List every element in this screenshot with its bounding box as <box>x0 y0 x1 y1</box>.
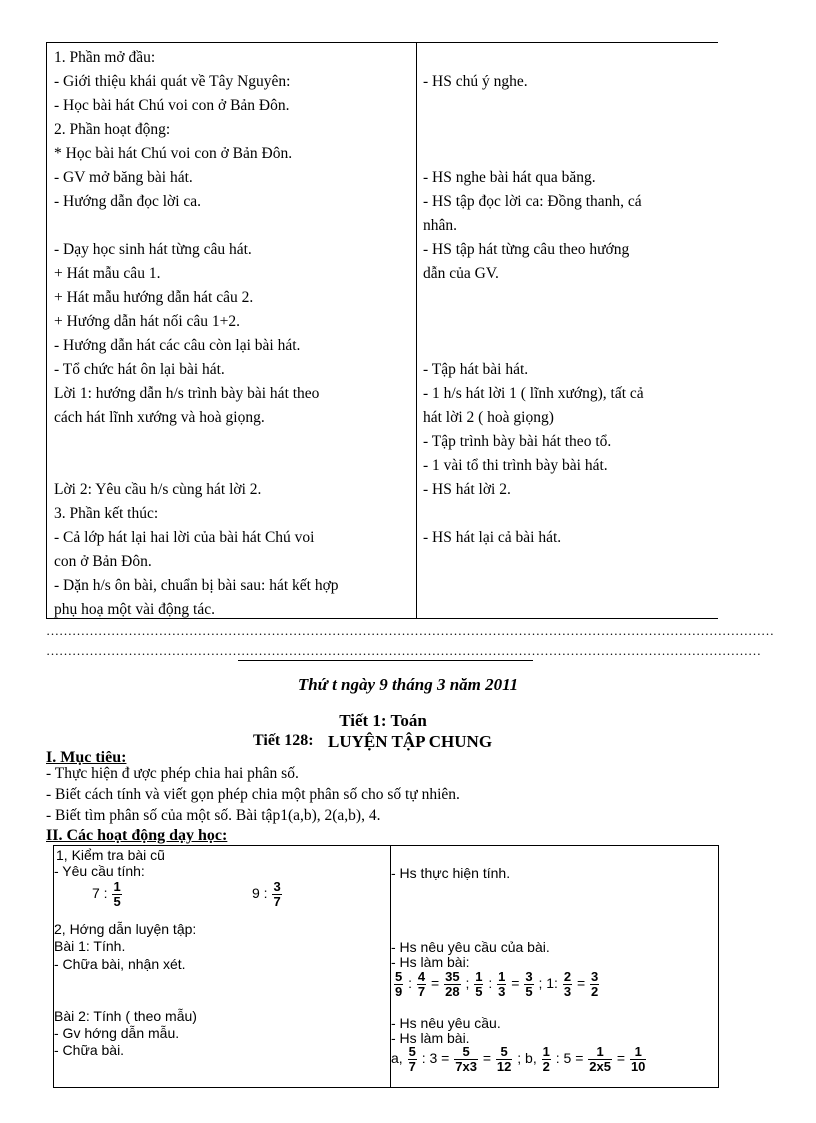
table-line: 1. Phần mở đầu: <box>54 49 156 66</box>
table-left-border <box>46 42 47 619</box>
denominator: 12 <box>496 1059 512 1074</box>
table-line <box>423 286 713 310</box>
denominator: 7 <box>408 1059 416 1074</box>
expr-text: 9 : <box>252 885 268 902</box>
fraction <box>497 970 506 999</box>
activities-heading: II. Các hoạt động dạy học: <box>46 827 228 844</box>
denominator: 2 <box>591 984 599 999</box>
activity-table-music <box>46 42 718 618</box>
numerator: 5 <box>408 1044 416 1059</box>
student-activities-column <box>423 46 713 550</box>
fraction <box>408 1045 417 1074</box>
fraction <box>563 970 572 999</box>
table-line <box>423 334 713 358</box>
bai1-results <box>393 970 600 999</box>
table-line: - HS tập đọc lời ca: Đồng thanh, cá <box>423 193 642 210</box>
denominator: 10 <box>630 1059 646 1074</box>
table-line: Bài 2: Tính ( theo mẫu) <box>54 1008 197 1024</box>
label: a, <box>391 1050 403 1067</box>
objective-item: - Biết tìm phân số của một số. Bài tập1(a,b), 2(a,b), 4. <box>46 807 381 824</box>
day-heading: Thứ t ngày 9 tháng 3 năm 2011 <box>297 675 519 694</box>
objective-item: - Thực hiện đ ược phép chia hai phân số. <box>46 765 299 782</box>
table-line <box>423 94 713 118</box>
operator: = <box>482 1050 492 1067</box>
table-line: * Học bài hát Chú voi con ở Bản Đôn. <box>54 145 293 162</box>
table-line: 1, Kiểm tra bài cũ <box>56 847 165 863</box>
bai2-results <box>391 1045 647 1074</box>
table-line: - Tập hát bài hát. <box>423 361 529 378</box>
table-line: - HS chú ý nghe. <box>423 73 528 90</box>
operator: : 3 = <box>421 1050 450 1067</box>
fraction <box>590 970 599 999</box>
table-line: - HS tập hát từng câu theo hướng <box>423 241 630 258</box>
numerator: 3 <box>591 969 599 984</box>
table-line: - Hs làm bài. <box>391 1030 470 1046</box>
operator: : 5 = <box>555 1050 584 1067</box>
table-line: - Gv hớng dẫn mẫu. <box>54 1025 180 1041</box>
activity-table-math <box>53 845 719 1088</box>
table-line: dẫn của GV. <box>423 265 499 282</box>
denominator: 7 <box>417 984 426 999</box>
numerator: 5 <box>454 1045 478 1060</box>
numerator: 1 <box>113 879 121 894</box>
exercise-7-div-1-5 <box>92 880 123 909</box>
table-line: Lời 2: Yêu cầu h/s cùng hát lời 2. <box>54 481 262 498</box>
separator: ; <box>517 1050 522 1067</box>
denominator: 3 <box>563 984 572 999</box>
table-line: + Hát mẫu hướng dẫn hát câu 2. <box>54 289 254 306</box>
numerator: 3 <box>525 969 533 984</box>
table-line <box>423 46 713 70</box>
lesson-subject-heading: Tiết 1: Toán <box>339 711 427 730</box>
table-line <box>54 430 414 454</box>
table-line: - Hs làm bài: <box>391 954 470 970</box>
numerator: 1 <box>498 969 506 984</box>
denominator: 5 <box>113 894 121 909</box>
table-line: - Tập trình bày bài hát theo tổ. <box>423 433 612 450</box>
denominator: 9 <box>395 984 403 999</box>
fraction <box>542 1045 551 1074</box>
fraction <box>417 970 426 999</box>
table-line: - Yêu cầu tính: <box>54 863 145 879</box>
expr-text: 7 : <box>92 885 108 902</box>
fraction <box>394 970 403 999</box>
table-line: cách hát lĩnh xướng và hoà giọng. <box>54 409 265 426</box>
fraction <box>272 880 281 909</box>
denominator: 5 <box>525 984 533 999</box>
table-line: 3. Phần kết thúc: <box>54 505 159 522</box>
operator: = <box>431 975 440 992</box>
lesson-number: Tiết 128: <box>253 732 314 749</box>
table-line: - GV mở băng bài hát. <box>54 169 193 186</box>
numerator: 1 <box>630 1045 646 1060</box>
dotted-line: …………………………………………………………………………………………………………………………………………………… <box>46 623 774 638</box>
fraction <box>524 970 533 999</box>
denominator: 5 <box>475 984 483 999</box>
numerator: 3 <box>273 879 281 894</box>
numerator: 1 <box>475 969 483 984</box>
table-line: - Dạy học sinh hát từng câu hát. <box>54 241 252 258</box>
table-line: - Hs nêu yêu cầu của bài. <box>391 939 550 955</box>
separator: ; <box>465 975 470 992</box>
table-line: - Dặn h/s ôn bài, chuẩn bị bài sau: hát kết hợp <box>54 577 339 594</box>
teacher-activities-column <box>54 46 414 622</box>
table-line: - 1 vài tổ thi trình bày bài hát. <box>423 457 608 474</box>
table-line: Bài 1: Tính. <box>54 938 126 954</box>
table-line: - Cả lớp hát lại hai lời của bài hát Chú voi <box>54 529 315 546</box>
table-column-divider <box>416 42 417 619</box>
fraction <box>454 1045 478 1074</box>
numerator: 4 <box>417 969 426 984</box>
table-line <box>423 142 713 166</box>
table-line: - Hướng dẫn đọc lời ca. <box>54 193 202 210</box>
exercise-9-div-3-7 <box>252 880 283 909</box>
table-line: - HS hát lời 2. <box>423 481 511 498</box>
denominator: 2x5 <box>589 1059 611 1074</box>
table-line: - Học bài hát Chú voi con ở Bản Đôn. <box>54 97 290 114</box>
numerator: 2 <box>563 969 572 984</box>
table-line: - HS hát lại cả bài hát. <box>423 529 562 546</box>
table-top-border <box>46 42 718 43</box>
fraction <box>444 970 460 999</box>
table-line: phụ hoạ một vài động tác. <box>54 601 215 618</box>
table-line: - 1 h/s hát lời 1 ( lĩnh xướng), tất cả <box>423 385 644 402</box>
operator: = <box>616 1050 626 1067</box>
table-line: 2, Hớng dẫn luyện tập: <box>54 921 197 937</box>
numerator: 35 <box>445 969 460 984</box>
denominator: 28 <box>445 984 460 999</box>
table-line <box>54 214 414 238</box>
table-line: + Hát mẫu câu 1. <box>54 265 161 282</box>
table-line: - Tổ chức hát ôn lại bài hát. <box>54 361 225 378</box>
lesson-title: LUYỆN TẬP CHUNG <box>328 732 493 751</box>
fraction <box>630 1045 646 1074</box>
fraction <box>112 880 121 909</box>
fraction <box>588 1045 612 1074</box>
denominator: 7x3 <box>455 1059 477 1074</box>
table-line: con ở Bản Đôn. <box>54 553 152 570</box>
numerator: 5 <box>496 1045 512 1060</box>
operator: : <box>488 975 493 992</box>
separator-line <box>238 660 533 661</box>
table-line: + Hướng dẫn hát nối câu 1+2. <box>54 313 241 330</box>
table-line <box>54 454 414 478</box>
objectives-heading: I. Mục tiêu: <box>46 749 127 766</box>
operator: : <box>408 975 413 992</box>
table-line: nhân. <box>423 217 458 234</box>
table-line: - Giới thiệu khái quát về Tây Nguyên: <box>54 73 291 90</box>
table-line <box>423 502 713 526</box>
table-line: - Hs thực hiện tính. <box>391 865 511 881</box>
table-line: - Chữa bài, nhận xét. <box>54 956 186 972</box>
table-line <box>423 310 713 334</box>
operator: = <box>576 975 586 992</box>
objective-item: - Biết cách tính và viết gọn phép chia một phân số cho số tự nhiên. <box>46 786 460 803</box>
table-line: - HS nghe bài hát qua băng. <box>423 169 596 186</box>
dotted-line: ………………………………………………………………………………………………………………………………………………… <box>46 643 761 658</box>
table-line: hát lời 2 ( hoà giọng) <box>423 409 554 426</box>
fraction <box>474 970 483 999</box>
table-line: - Hướng dẫn hát các câu còn lại bài hát. <box>54 337 301 354</box>
table-line <box>423 118 713 142</box>
denominator: 2 <box>542 1059 550 1074</box>
numerator: 1 <box>542 1044 550 1059</box>
numerator: 1 <box>588 1045 612 1060</box>
table-line: - Hs nêu yêu cầu. <box>391 1015 501 1031</box>
operator: = <box>511 975 520 992</box>
numerator: 5 <box>395 969 403 984</box>
denominator: 7 <box>273 894 281 909</box>
fraction <box>496 1045 512 1074</box>
denominator: 3 <box>498 984 506 999</box>
separator: ; 1: <box>538 975 558 992</box>
table-line: Lời 1: hướng dẫn h/s trình bày bài hát theo <box>54 385 320 402</box>
label: b, <box>525 1050 537 1067</box>
table-line: - Chữa bài. <box>54 1042 125 1058</box>
table-line: 2. Phần hoạt động: <box>54 121 171 138</box>
